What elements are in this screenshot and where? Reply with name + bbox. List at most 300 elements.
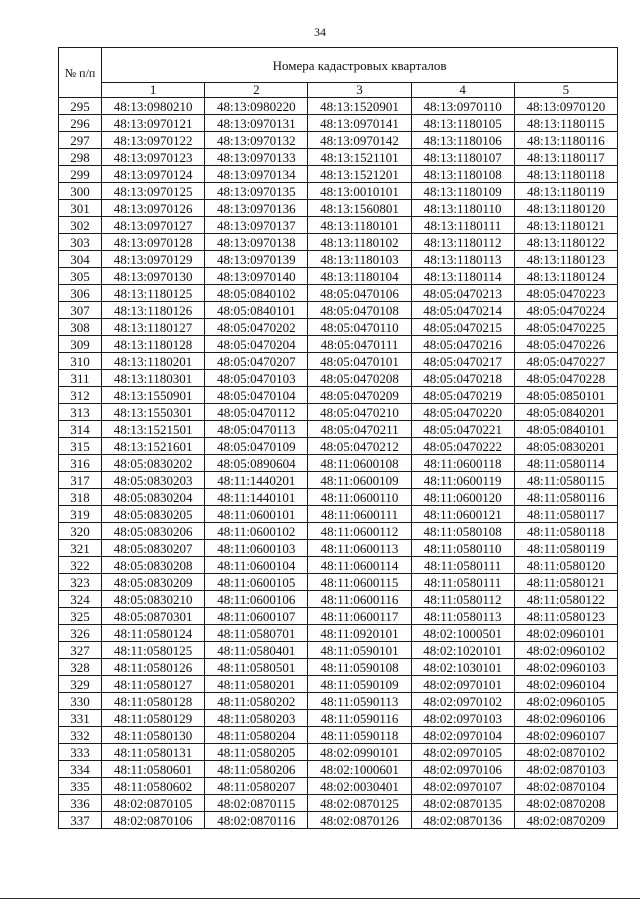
table-row: [59, 268, 618, 285]
cadastral-number-cell: 48:13:0970142: [308, 132, 411, 149]
cadastral-number-cell: 48:05:0470214: [411, 302, 514, 319]
cadastral-number-cell: 48:11:0600115: [308, 574, 411, 591]
cadastral-number-cell: 48:13:0970139: [205, 251, 308, 268]
cadastral-number-cell: 48:11:0600120: [411, 489, 514, 506]
cadastral-number-cell: 48:11:0580203: [205, 710, 308, 727]
cadastral-number-cell: 48:05:0830210: [102, 591, 205, 608]
cadastral-number-cell: 48:11:0580108: [411, 523, 514, 540]
cadastral-number-cell: 48:02:0870136: [411, 812, 514, 829]
table-row: [59, 506, 618, 523]
cadastral-number-cell: 48:02:0990101: [308, 744, 411, 761]
cadastral-number-cell: 48:11:0580206: [205, 761, 308, 778]
cadastral-number-cell: 48:05:0830209: [102, 574, 205, 591]
cadastral-number-cell: 48:05:0830206: [102, 523, 205, 540]
cadastral-number-cell: 48:13:0970130: [102, 268, 205, 285]
cadastral-number-cell: 48:05:0470225: [514, 319, 617, 336]
cadastral-number-cell: 48:11:0600116: [308, 591, 411, 608]
cadastral-number-cell: 48:05:0470209: [308, 387, 411, 404]
cadastral-number-cell: 48:11:0580129: [102, 710, 205, 727]
cadastral-number-cell: 48:11:0580125: [102, 642, 205, 659]
cadastral-number-cell: 48:11:0600106: [205, 591, 308, 608]
cadastral-number-cell: 48:13:0970125: [102, 183, 205, 200]
table-row: [59, 285, 618, 302]
column-number-header: 3: [308, 83, 411, 98]
cadastral-number-cell: 48:11:0600111: [308, 506, 411, 523]
row-number-cell: 317: [59, 472, 102, 489]
row-number-cell: 330: [59, 693, 102, 710]
row-number-cell: 319: [59, 506, 102, 523]
cadastral-number-cell: 48:13:1180122: [514, 234, 617, 251]
row-number-cell: 304: [59, 251, 102, 268]
cadastral-number-cell: 48:11:0580116: [514, 489, 617, 506]
cadastral-number-cell: 48:13:1520901: [308, 98, 411, 115]
cadastral-number-cell: 48:11:0580501: [205, 659, 308, 676]
cadastral-number-cell: 48:13:1180119: [514, 183, 617, 200]
cadastral-number-cell: 48:05:0830202: [102, 455, 205, 472]
cadastral-number-cell: 48:11:0580111: [411, 574, 514, 591]
cadastral-number-cell: 48:13:0970124: [102, 166, 205, 183]
cadastral-number-cell: 48:11:0590101: [308, 642, 411, 659]
row-number-cell: 300: [59, 183, 102, 200]
column-number-header: 4: [411, 83, 514, 98]
column-number-header: 2: [205, 83, 308, 98]
cadastral-number-cell: 48:11:0600114: [308, 557, 411, 574]
cadastral-number-cell: 48:11:0580124: [102, 625, 205, 642]
cadastral-number-cell: 48:11:0580205: [205, 744, 308, 761]
cadastral-number-cell: 48:05:0470213: [411, 285, 514, 302]
cadastral-number-cell: 48:05:0470204: [205, 336, 308, 353]
cadastral-number-cell: 48:05:0840101: [514, 421, 617, 438]
cadastral-number-cell: 48:13:1180102: [308, 234, 411, 251]
table-row: [59, 574, 618, 591]
cadastral-number-cell: 48:11:0600112: [308, 523, 411, 540]
cadastral-number-cell: 48:05:0830201: [514, 438, 617, 455]
table-row: [59, 472, 618, 489]
cadastral-number-cell: 48:11:0580128: [102, 693, 205, 710]
cadastral-number-cell: 48:05:0470101: [308, 353, 411, 370]
row-number-cell: 306: [59, 285, 102, 302]
cadastral-number-cell: 48:05:0470112: [205, 404, 308, 421]
cadastral-number-cell: 48:05:0870301: [102, 608, 205, 625]
table-row: [59, 727, 618, 744]
cadastral-number-cell: 48:02:0960101: [514, 625, 617, 642]
cadastral-number-cell: 48:11:0600121: [411, 506, 514, 523]
cadastral-number-cell: 48:05:0850101: [514, 387, 617, 404]
cadastral-number-cell: 48:11:0580113: [411, 608, 514, 625]
cadastral-number-cell: 48:13:1180101: [308, 217, 411, 234]
cadastral-number-cell: 48:13:1180123: [514, 251, 617, 268]
table-row: [59, 812, 618, 829]
table-row: [59, 795, 618, 812]
row-number-cell: 332: [59, 727, 102, 744]
cadastral-number-cell: 48:11:0580122: [514, 591, 617, 608]
row-number-cell: 326: [59, 625, 102, 642]
cadastral-number-cell: 48:05:0830203: [102, 472, 205, 489]
cadastral-number-cell: 48:05:0830208: [102, 557, 205, 574]
cadastral-number-cell: 48:05:0470216: [411, 336, 514, 353]
row-number-cell: 305: [59, 268, 102, 285]
row-number-cell: 312: [59, 387, 102, 404]
cadastral-number-cell: 48:13:1180126: [102, 302, 205, 319]
cadastral-number-cell: 48:13:1180105: [411, 115, 514, 132]
cadastral-number-cell: 48:13:1180201: [102, 353, 205, 370]
cadastral-number-cell: 48:13:1180121: [514, 217, 617, 234]
cadastral-number-cell: 48:11:0590113: [308, 693, 411, 710]
table-row: [59, 659, 618, 676]
cadastral-number-cell: 48:05:0470212: [308, 438, 411, 455]
cadastral-number-cell: 48:13:0970137: [205, 217, 308, 234]
cadastral-number-cell: 48:13:0970126: [102, 200, 205, 217]
cadastral-quarters-header: Номера кадастровых кварталов: [102, 48, 618, 83]
row-number-cell: 297: [59, 132, 102, 149]
table-row: [59, 319, 618, 336]
table-row: [59, 625, 618, 642]
cadastral-number-cell: 48:02:0870126: [308, 812, 411, 829]
cadastral-number-cell: 48:13:1180110: [411, 200, 514, 217]
cadastral-number-cell: 48:11:0580115: [514, 472, 617, 489]
row-number-cell: 334: [59, 761, 102, 778]
cadastral-number-cell: 48:05:0840102: [205, 285, 308, 302]
cadastral-number-cell: 48:11:0580110: [411, 540, 514, 557]
row-number-cell: 315: [59, 438, 102, 455]
cadastral-number-cell: 48:13:1550901: [102, 387, 205, 404]
column-number-header: 5: [514, 83, 617, 98]
cadastral-number-cell: 48:02:0960107: [514, 727, 617, 744]
cadastral-number-cell: 48:02:1020101: [411, 642, 514, 659]
cadastral-number-cell: 48:13:1180115: [514, 115, 617, 132]
cadastral-number-cell: 48:11:0580204: [205, 727, 308, 744]
cadastral-number-cell: 48:05:0890604: [205, 455, 308, 472]
cadastral-number-cell: 48:13:1180124: [514, 268, 617, 285]
cadastral-number-cell: 48:11:0590108: [308, 659, 411, 676]
cadastral-number-cell: 48:05:0470224: [514, 302, 617, 319]
cadastral-number-cell: 48:11:0580111: [411, 557, 514, 574]
row-number-cell: 336: [59, 795, 102, 812]
cadastral-number-cell: 48:02:0870135: [411, 795, 514, 812]
cadastral-number-cell: 48:05:0470202: [205, 319, 308, 336]
table-row: [59, 302, 618, 319]
cadastral-number-cell: 48:13:0970136: [205, 200, 308, 217]
cadastral-number-cell: 48:11:0600110: [308, 489, 411, 506]
cadastral-number-cell: 48:02:0960105: [514, 693, 617, 710]
cadastral-number-cell: 48:13:1180118: [514, 166, 617, 183]
cadastral-number-cell: 48:13:1180107: [411, 149, 514, 166]
row-number-cell: 328: [59, 659, 102, 676]
row-number-cell: 303: [59, 234, 102, 251]
cadastral-number-cell: 48:02:0960106: [514, 710, 617, 727]
cadastral-number-cell: 48:05:0470207: [205, 353, 308, 370]
table-row: [59, 234, 618, 251]
cadastral-number-cell: 48:13:1550301: [102, 404, 205, 421]
cadastral-number-cell: 48:13:0970123: [102, 149, 205, 166]
cadastral-number-cell: 48:13:0970135: [205, 183, 308, 200]
cadastral-number-cell: 48:02:0030401: [308, 778, 411, 795]
cadastral-number-cell: 48:11:0580112: [411, 591, 514, 608]
cadastral-number-cell: 48:02:0970105: [411, 744, 514, 761]
cadastral-number-cell: 48:02:0970104: [411, 727, 514, 744]
cadastral-number-cell: 48:02:0970102: [411, 693, 514, 710]
cadastral-number-cell: 48:05:0470223: [514, 285, 617, 302]
cadastral-number-cell: 48:05:0470226: [514, 336, 617, 353]
cadastral-number-cell: 48:02:0870125: [308, 795, 411, 812]
cadastral-number-cell: 48:13:0010101: [308, 183, 411, 200]
table-row: [59, 421, 618, 438]
cadastral-number-cell: 48:02:0970107: [411, 778, 514, 795]
row-number-cell: 313: [59, 404, 102, 421]
cadastral-number-cell: 48:13:0980220: [205, 98, 308, 115]
cadastral-number-cell: 48:13:1521201: [308, 166, 411, 183]
page-number: 34: [314, 25, 326, 39]
row-number-cell: 308: [59, 319, 102, 336]
cadastral-number-cell: 48:05:0470217: [411, 353, 514, 370]
cadastral-number-cell: 48:02:0970101: [411, 676, 514, 693]
table-row: [59, 115, 618, 132]
cadastral-number-cell: 48:05:0470215: [411, 319, 514, 336]
cadastral-number-cell: 48:13:1180114: [411, 268, 514, 285]
table-row: [59, 98, 618, 115]
table-row: [59, 642, 618, 659]
cadastral-number-cell: 48:05:0470220: [411, 404, 514, 421]
cadastral-number-cell: 48:02:0970103: [411, 710, 514, 727]
cadastral-number-cell: 48:05:0470109: [205, 438, 308, 455]
cadastral-number-cell: 48:02:0870115: [205, 795, 308, 812]
cadastral-number-cell: 48:11:0580207: [205, 778, 308, 795]
cadastral-number-cell: 48:05:0840201: [514, 404, 617, 421]
row-number-cell: 318: [59, 489, 102, 506]
cadastral-number-cell: 48:11:0600113: [308, 540, 411, 557]
table-row: [59, 149, 618, 166]
cadastral-number-cell: 48:02:1000601: [308, 761, 411, 778]
cadastral-number-cell: 48:02:1000501: [411, 625, 514, 642]
cadastral-number-cell: 48:13:0970132: [205, 132, 308, 149]
cadastral-number-cell: 48:13:0970131: [205, 115, 308, 132]
cadastral-number-cell: 48:05:0470104: [205, 387, 308, 404]
row-number-cell: 320: [59, 523, 102, 540]
table-row: [59, 132, 618, 149]
table-row: [59, 387, 618, 404]
row-number-cell: 321: [59, 540, 102, 557]
table-row: [59, 200, 618, 217]
row-number-cell: 302: [59, 217, 102, 234]
cadastral-number-cell: 48:13:1180127: [102, 319, 205, 336]
column-number-header: 1: [102, 83, 205, 98]
cadastral-number-cell: 48:13:0970140: [205, 268, 308, 285]
row-number-cell: 299: [59, 166, 102, 183]
table-row: [59, 438, 618, 455]
row-number-cell: 316: [59, 455, 102, 472]
cadastral-number-cell: 48:13:0980210: [102, 98, 205, 115]
row-number-cell: 327: [59, 642, 102, 659]
cadastral-number-cell: 48:11:0600108: [308, 455, 411, 472]
cadastral-number-cell: 48:11:0590118: [308, 727, 411, 744]
cadastral-number-cell: 48:13:0970122: [102, 132, 205, 149]
cadastral-number-cell: 48:13:0970133: [205, 149, 308, 166]
cadastral-number-cell: 48:02:1030101: [411, 659, 514, 676]
table-row: [59, 251, 618, 268]
cadastral-number-cell: 48:11:0580701: [205, 625, 308, 642]
cadastral-number-cell: 48:02:0970106: [411, 761, 514, 778]
cadastral-number-cell: 48:05:0470106: [308, 285, 411, 302]
cadastral-number-cell: 48:13:1180106: [411, 132, 514, 149]
table-row: [59, 710, 618, 727]
cadastral-number-cell: 48:11:0580131: [102, 744, 205, 761]
cadastral-number-cell: 48:11:0600119: [411, 472, 514, 489]
cadastral-number-cell: 48:02:0870103: [514, 761, 617, 778]
cadastral-number-cell: 48:13:0970120: [514, 98, 617, 115]
row-number-cell: 295: [59, 98, 102, 115]
cadastral-number-cell: 48:05:0470113: [205, 421, 308, 438]
cadastral-number-cell: 48:02:0870102: [514, 744, 617, 761]
row-number-cell: 322: [59, 557, 102, 574]
table-row: [59, 353, 618, 370]
cadastral-number-cell: 48:05:0840101: [205, 302, 308, 319]
cadastral-number-cell: 48:11:0920101: [308, 625, 411, 642]
table-row: [59, 183, 618, 200]
cadastral-number-cell: 48:02:0870104: [514, 778, 617, 795]
cadastral-number-cell: 48:11:0580126: [102, 659, 205, 676]
cadastral-number-cell: 48:13:1180117: [514, 149, 617, 166]
cadastral-number-cell: 48:13:1180128: [102, 336, 205, 353]
cadastral-number-cell: 48:05:0470218: [411, 370, 514, 387]
cadastral-number-cell: 48:13:1180113: [411, 251, 514, 268]
row-number-cell: 309: [59, 336, 102, 353]
cadastral-number-cell: 48:13:1521101: [308, 149, 411, 166]
row-number-cell: 331: [59, 710, 102, 727]
table-row: [59, 761, 618, 778]
cadastral-number-cell: 48:13:0970128: [102, 234, 205, 251]
row-number-cell: 324: [59, 591, 102, 608]
cadastral-number-cell: 48:13:1180108: [411, 166, 514, 183]
cadastral-number-cell: 48:13:0970127: [102, 217, 205, 234]
cadastral-number-cell: 48:13:0970121: [102, 115, 205, 132]
cadastral-number-cell: 48:13:0970110: [411, 98, 514, 115]
cadastral-number-cell: 48:11:0580201: [205, 676, 308, 693]
cadastral-number-cell: 48:13:0970141: [308, 115, 411, 132]
scan-edge-line: [0, 898, 640, 899]
cadastral-number-cell: 48:11:0600109: [308, 472, 411, 489]
cadastral-number-cell: 48:13:1180125: [102, 285, 205, 302]
table-row: [59, 591, 618, 608]
table-row: [59, 744, 618, 761]
cadastral-number-cell: 48:11:0580118: [514, 523, 617, 540]
cadastral-number-cell: 48:11:0580114: [514, 455, 617, 472]
row-number-cell: 310: [59, 353, 102, 370]
row-number-header: № п/п: [59, 48, 102, 98]
cadastral-number-cell: 48:13:1521501: [102, 421, 205, 438]
cadastral-number-cell: 48:13:0970134: [205, 166, 308, 183]
cadastral-number-cell: 48:13:1180104: [308, 268, 411, 285]
cadastral-number-cell: 48:11:0580123: [514, 608, 617, 625]
cadastral-number-cell: 48:02:0870209: [514, 812, 617, 829]
row-number-cell: 296: [59, 115, 102, 132]
cadastral-number-cell: 48:11:0580117: [514, 506, 617, 523]
cadastral-number-cell: 48:05:0470227: [514, 353, 617, 370]
cadastral-number-cell: 48:05:0470103: [205, 370, 308, 387]
cadastral-number-cell: 48:13:1180301: [102, 370, 205, 387]
cadastral-number-cell: 48:02:0960103: [514, 659, 617, 676]
cadastral-number-cell: 48:05:0470110: [308, 319, 411, 336]
cadastral-number-cell: 48:02:0870105: [102, 795, 205, 812]
cadastral-number-cell: 48:11:1440101: [205, 489, 308, 506]
table-row: [59, 489, 618, 506]
cadastral-number-cell: 48:05:0470228: [514, 370, 617, 387]
table-row: [59, 540, 618, 557]
cadastral-number-cell: 48:02:0960104: [514, 676, 617, 693]
cadastral-number-cell: 48:05:0470222: [411, 438, 514, 455]
cadastral-number-cell: 48:13:1180103: [308, 251, 411, 268]
cadastral-number-cell: 48:05:0470208: [308, 370, 411, 387]
row-number-cell: 323: [59, 574, 102, 591]
cadastral-number-cell: 48:05:0470108: [308, 302, 411, 319]
cadastral-number-cell: 48:11:0600103: [205, 540, 308, 557]
cadastral-number-cell: 48:11:0590109: [308, 676, 411, 693]
cadastral-number-cell: 48:02:0870208: [514, 795, 617, 812]
cadastral-number-cell: 48:11:1440201: [205, 472, 308, 489]
cadastral-number-cell: 48:02:0870116: [205, 812, 308, 829]
cadastral-number-cell: 48:11:0580601: [102, 761, 205, 778]
cadastral-quarters-table: [58, 47, 618, 829]
cadastral-number-cell: 48:11:0580127: [102, 676, 205, 693]
cadastral-number-cell: 48:05:0470211: [308, 421, 411, 438]
cadastral-number-cell: 48:11:0580130: [102, 727, 205, 744]
row-number-cell: 329: [59, 676, 102, 693]
cadastral-number-cell: 48:13:1180120: [514, 200, 617, 217]
row-number-cell: 307: [59, 302, 102, 319]
cadastral-number-cell: 48:13:1180112: [411, 234, 514, 251]
table-row: [59, 676, 618, 693]
table-row: [59, 523, 618, 540]
cadastral-number-cell: 48:11:0580401: [205, 642, 308, 659]
row-number-cell: 337: [59, 812, 102, 829]
table-row: [59, 455, 618, 472]
cadastral-number-cell: 48:13:1180109: [411, 183, 514, 200]
table-row: [59, 166, 618, 183]
cadastral-number-cell: 48:05:0830205: [102, 506, 205, 523]
cadastral-number-cell: 48:11:0600105: [205, 574, 308, 591]
cadastral-number-cell: 48:11:0600104: [205, 557, 308, 574]
table-row: [59, 370, 618, 387]
row-number-cell: 325: [59, 608, 102, 625]
row-number-cell: 301: [59, 200, 102, 217]
cadastral-number-cell: 48:13:0970129: [102, 251, 205, 268]
cadastral-number-cell: 48:02:0870106: [102, 812, 205, 829]
cadastral-number-cell: 48:11:0580602: [102, 778, 205, 795]
cadastral-number-cell: 48:11:0600118: [411, 455, 514, 472]
cadastral-number-cell: 48:11:0580120: [514, 557, 617, 574]
row-number-cell: 314: [59, 421, 102, 438]
row-number-cell: 333: [59, 744, 102, 761]
cadastral-number-cell: 48:11:0600107: [205, 608, 308, 625]
cadastral-number-cell: 48:11:0600101: [205, 506, 308, 523]
cadastral-number-cell: 48:02:0960102: [514, 642, 617, 659]
cadastral-number-cell: 48:11:0600102: [205, 523, 308, 540]
cadastral-number-cell: 48:11:0580119: [514, 540, 617, 557]
cadastral-number-cell: 48:05:0470221: [411, 421, 514, 438]
cadastral-number-cell: 48:11:0590116: [308, 710, 411, 727]
row-number-cell: 311: [59, 370, 102, 387]
cadastral-number-cell: 48:13:0970138: [205, 234, 308, 251]
table-row: [59, 557, 618, 574]
cadastral-number-cell: 48:05:0470210: [308, 404, 411, 421]
cadastral-number-cell: 48:13:1180116: [514, 132, 617, 149]
cadastral-number-cell: 48:13:1560801: [308, 200, 411, 217]
table-row: [59, 608, 618, 625]
row-number-cell: 335: [59, 778, 102, 795]
table-row: [59, 778, 618, 795]
cadastral-number-cell: 48:05:0830207: [102, 540, 205, 557]
cadastral-number-cell: 48:11:0580202: [205, 693, 308, 710]
cadastral-number-cell: 48:13:1521601: [102, 438, 205, 455]
